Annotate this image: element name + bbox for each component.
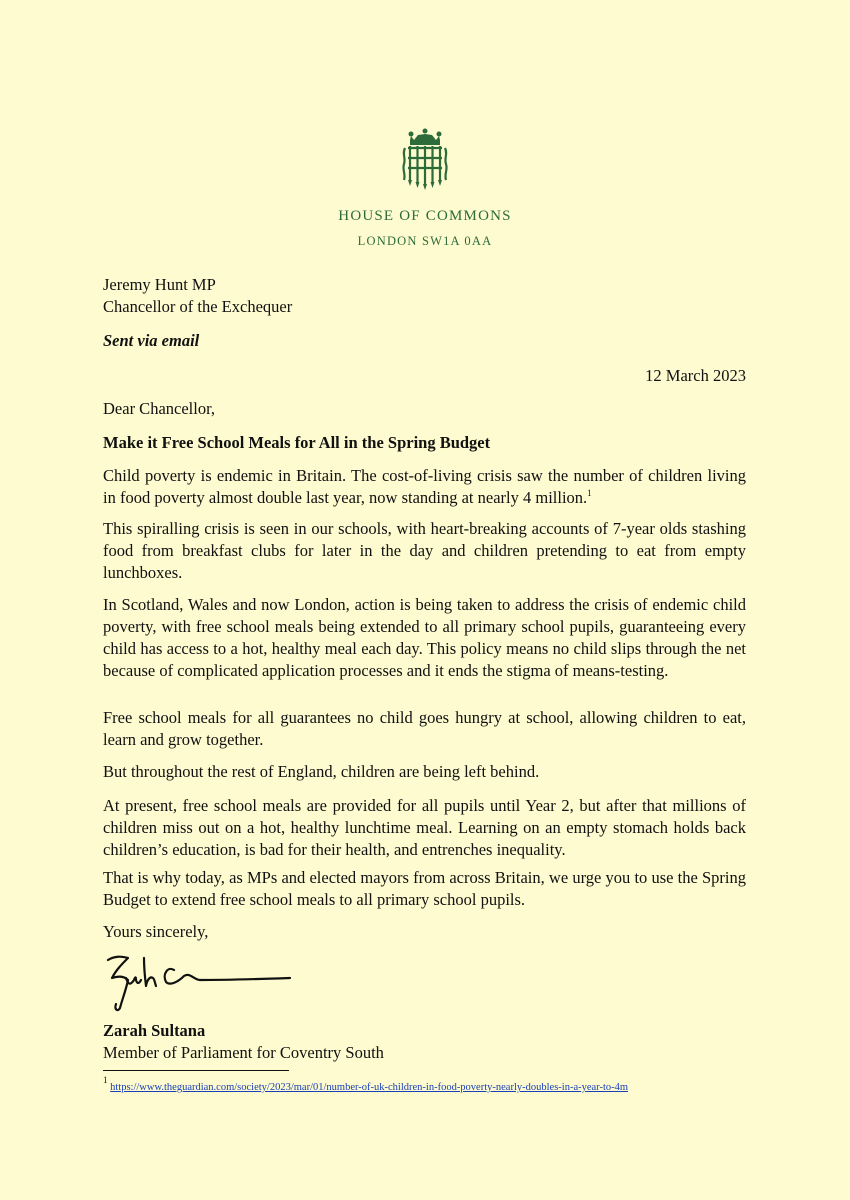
- body-paragraph-7: That is why today, as MPs and elected mayors from across Britain, we urge you to use the Spring Budget to extend free school meals to all primary school pupils.: [103, 868, 746, 909]
- body-paragraph-5: But throughout the rest of England, children are being left behind.: [103, 762, 540, 781]
- footnote-link[interactable]: https://www.theguardian.com/society/2023/mar/01/number-of-uk-children-in-food-poverty-nearly-doubles-in-a-year-to-4m: [110, 1082, 629, 1093]
- body-paragraph-3: In Scotland, Wales and now London, action is being taken to address the crisis of endemic child poverty, with free school meals being extended to all primary school pupils, guaranteeing every child has access to a hot, healthy meal each day. This policy means no child slips through the net because of complicated application processes and it ends the stigma of means-testing.: [103, 595, 746, 680]
- delivery-note: Sent via email: [103, 331, 200, 350]
- footnote-divider: [103, 1070, 289, 1071]
- closing: Yours sincerely,: [103, 922, 209, 941]
- letterhead-title: HOUSE OF COMMONS: [338, 208, 512, 224]
- body-paragraph-1: Child poverty is endemic in Britain. The cost-of-living crisis saw the number of children living in food poverty almost double last year, now standing at nearly 4 million.$^1$: [103, 466, 746, 507]
- sender-name: Zarah Sultana: [103, 1021, 206, 1040]
- letterhead-address: LONDON SW1A 0AA: [357, 234, 493, 248]
- footnote-marker: 1: [587, 488, 592, 498]
- sender-title: Member of Parliament for Coventry South: [103, 1043, 384, 1062]
- body-paragraph-2: This spiralling crisis is seen in our schools, with heart-breaking accounts of 7-year olds stashing food from breakfast clubs for later in the day and children pretending to eat from empty lunchboxes.: [103, 519, 746, 582]
- footnote: [103, 1075, 629, 1093]
- recipient-name: Jeremy Hunt MP: [103, 275, 216, 294]
- salutation: Dear Chancellor,: [103, 399, 216, 418]
- portcullis-icon: [402, 128, 448, 192]
- letter-subject: Make it Free School Meals for All in the Spring Budget: [103, 433, 491, 452]
- body-paragraph-6: At present, free school meals are provided for all pupils until Year 2, but after that millions of children miss out on a hot, healthy lunchtime meal. Learning on an empty stomach holds back children’s education, is bad for their health, and entrenches inequality.: [103, 796, 746, 859]
- body-paragraph-4: Free school meals for all guarantees no child goes hungry at school, allowing children to eat, learn and grow together.: [103, 708, 746, 749]
- letter-date: 12 March 2023: [645, 366, 746, 385]
- recipient-title: Chancellor of the Exchequer: [103, 297, 293, 316]
- handwritten-signature: [100, 950, 300, 1020]
- footnote-number: 1: [103, 1075, 108, 1085]
